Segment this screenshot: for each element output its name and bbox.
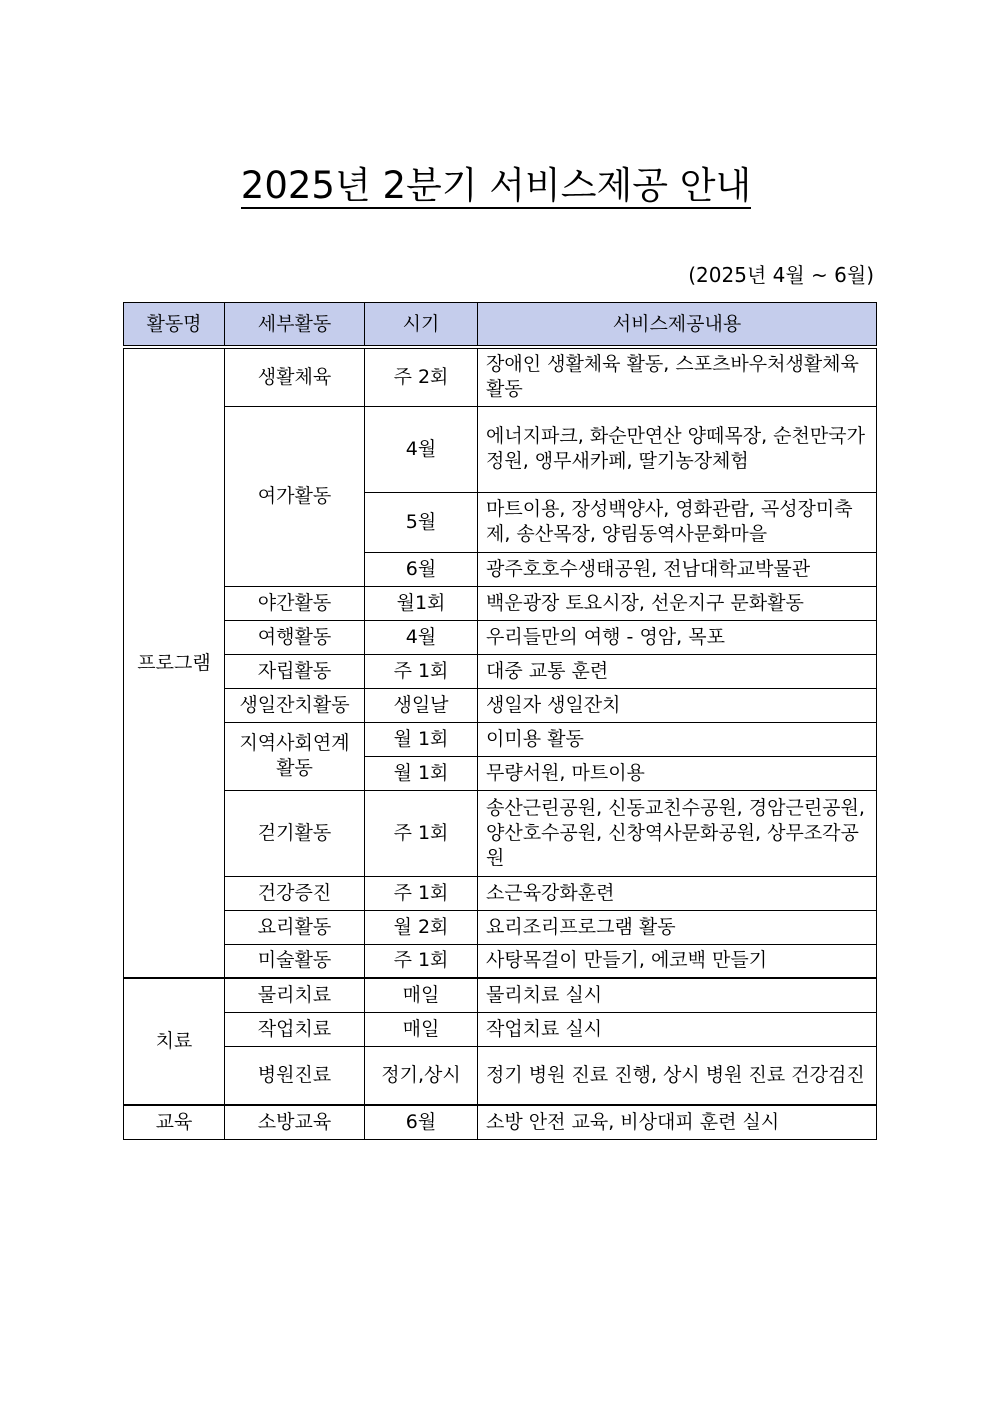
row-activity: 요리활동	[225, 910, 365, 944]
row-activity: 야간활동	[225, 586, 365, 620]
row-content: 광주호호수생태공원, 전남대학교박물관	[478, 552, 877, 586]
row-content: 물리치료 실시	[478, 978, 877, 1012]
row-content: 백운광장 토요시장, 선운지구 문화활동	[478, 586, 877, 620]
row-content: 소방 안전 교육, 비상대피 훈련 실시	[478, 1105, 877, 1139]
page-title: 2025년 2분기 서비스제공 안내	[240, 164, 752, 207]
row-time: 매일	[365, 1012, 478, 1046]
row-activity: 여행활동	[225, 620, 365, 654]
row-activity: 여가활동	[225, 406, 365, 586]
header-service-content: 서비스제공내용	[478, 303, 877, 348]
row-content: 에너지파크, 화순만연산 양떼목장, 순천만국가정원, 앵무새카페, 딸기농장체험	[478, 406, 877, 492]
row-time: 주 1회	[365, 944, 478, 978]
row-content: 소근육강화훈련	[478, 876, 877, 910]
table-row	[124, 620, 877, 654]
table-row	[124, 347, 877, 406]
row-time: 주 2회	[365, 347, 478, 406]
row-time: 주 1회	[365, 790, 478, 876]
table-row	[124, 910, 877, 944]
header-timing: 시기	[365, 303, 478, 348]
period-label: (2025년 4월 ~ 6월)	[688, 263, 874, 287]
row-content: 대중 교통 훈련	[478, 654, 877, 688]
row-time: 매일	[365, 978, 478, 1012]
table-row	[124, 406, 877, 492]
row-activity: 소방교육	[225, 1105, 365, 1139]
row-time: 4월	[365, 620, 478, 654]
row-activity: 자립활동	[225, 654, 365, 688]
row-content: 송산근린공원, 신동교친수공원, 경암근린공원, 양산호수공원, 신창역사문화공원, 상무조각공원	[478, 790, 877, 876]
table-row	[124, 944, 877, 978]
row-activity: 물리치료	[225, 978, 365, 1012]
row-activity: 지역사회연계활동	[225, 722, 365, 790]
table-row	[124, 722, 877, 756]
row-time: 5월	[365, 492, 478, 552]
row-time: 생일날	[365, 688, 478, 722]
group-education: 교육	[124, 1105, 225, 1139]
row-time: 월 2회	[365, 910, 478, 944]
header-sub-activity: 세부활동	[225, 303, 365, 348]
table-row	[124, 1046, 877, 1105]
table-row	[124, 978, 877, 1012]
row-time: 월 1회	[365, 756, 478, 790]
row-time: 6월	[365, 552, 478, 586]
row-time: 4월	[365, 406, 478, 492]
header-activity-name: 활동명	[124, 303, 225, 348]
row-content: 정기 병원 진료 진행, 상시 병원 진료 건강검진	[478, 1046, 877, 1105]
row-activity: 건강증진	[225, 876, 365, 910]
service-table	[123, 302, 877, 1140]
row-time: 정기,상시	[365, 1046, 478, 1105]
table-row	[124, 654, 877, 688]
group-therapy: 치료	[124, 978, 225, 1105]
row-activity: 생활체육	[225, 347, 365, 406]
row-activity: 미술활동	[225, 944, 365, 978]
row-content: 우리들만의 여행 - 영암, 목포	[478, 620, 877, 654]
row-content: 요리조리프로그램 활동	[478, 910, 877, 944]
row-activity: 작업치료	[225, 1012, 365, 1046]
table-row	[124, 688, 877, 722]
table-row	[124, 1012, 877, 1046]
table-row	[124, 790, 877, 876]
row-time: 월1회	[365, 586, 478, 620]
row-content: 사탕목걸이 만들기, 에코백 만들기	[478, 944, 877, 978]
row-time: 월 1회	[365, 722, 478, 756]
table-row	[124, 1105, 877, 1139]
table-header-row	[124, 303, 877, 348]
row-content: 무량서원, 마트이용	[478, 756, 877, 790]
row-time: 6월	[365, 1105, 478, 1139]
row-content: 장애인 생활체육 활동, 스포츠바우처생활체육 활동	[478, 347, 877, 406]
group-program: 프로그램	[124, 347, 225, 978]
row-content: 생일자 생일잔치	[478, 688, 877, 722]
row-time: 주 1회	[365, 654, 478, 688]
row-content: 작업치료 실시	[478, 1012, 877, 1046]
row-content: 이미용 활동	[478, 722, 877, 756]
row-activity: 생일잔치활동	[225, 688, 365, 722]
row-activity: 걷기활동	[225, 790, 365, 876]
row-content: 마트이용, 장성백양사, 영화관람, 곡성장미축제, 송산목장, 양림동역사문화마을	[478, 492, 877, 552]
table-row	[124, 586, 877, 620]
table-row	[124, 876, 877, 910]
row-activity: 병원진료	[225, 1046, 365, 1105]
row-time: 주 1회	[365, 876, 478, 910]
